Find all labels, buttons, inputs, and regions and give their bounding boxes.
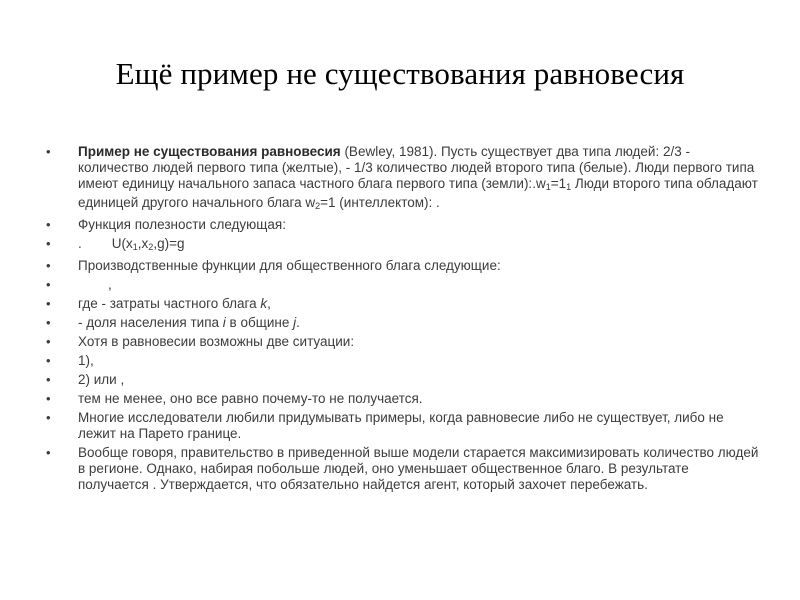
paragraph-text: =1 (интеллектом): . [320,195,440,210]
bullet-list [46,144,761,496]
subscript: 1 [545,182,551,192]
paragraph-text: Вообще говоря, правительство в приведенной выше модели старается максимизировать количество людей в регионе. Однако, набирая побольше людей, оно уменьшает общественное благо. В результате получается . Утверждается, что обязательно найдется агент, который захочет перебежать. [78,445,759,492]
paragraph-text: тем не менее, оно все равно почему-то не получается. [78,391,423,406]
paragraph-text: Функция полезности следующая: [78,217,286,232]
formula-text: ,g)=g [153,236,185,251]
paragraph-text: . [296,315,300,330]
list-item [46,315,761,331]
bullet-icon: • [46,334,51,349]
bullet-icon: • [46,391,51,406]
bullet-icon: • [46,236,51,251]
variable-i: i [222,315,226,330]
paragraph-text: Производственные функции для общественного блага следующие: [78,258,501,273]
paragraph-text: - доля населения типа [78,315,223,330]
paragraph-text: . [78,236,82,251]
slide-title: Ещё пример не существования равновесия [115,56,685,91]
subscript: 2 [148,242,154,252]
list-item [46,372,761,388]
bullet-icon: • [46,315,51,330]
paragraph-text: =1 [550,176,567,191]
paragraph-text: Хотя в равновесии возможны две ситуации: [78,334,355,349]
bullet-icon: • [46,296,51,311]
list-item [46,410,761,442]
bullet-icon: • [46,144,51,159]
bullet-icon: • [46,258,51,273]
variable-k: k [260,296,268,311]
formula-text: U(x [111,236,133,251]
list-item [46,236,761,255]
bullet-icon: • [46,445,51,460]
paragraph-text: , [108,277,112,292]
list-item [46,277,761,293]
bullet-icon: • [46,277,51,292]
bullet-icon: • [46,353,51,368]
paragraph-text: Многие исследователи любили придумывать примеры, когда равновесие либо не существует, либо не лежит на Парето границе. [78,410,724,441]
bullet-icon: • [46,410,51,425]
paragraph-text: Люди второго типа обладают единицей другого начального блага w [78,176,758,210]
list-item [46,334,761,350]
paragraph-text: где - затраты частного блага [78,296,261,311]
paragraph-text: в общине [225,315,294,330]
variable-j: j [293,315,297,330]
list-item [46,296,761,312]
list-item [46,391,761,407]
list-item [46,258,761,274]
paragraph-text: (Bewley, 1981). Пусть существует два типа людей: 2/3 - количество людей первого типа (желтые), - 1/3 количество людей второго типа (белые). Люди первого типа имеют единицу начального запаса частного блага первого типа (земли):.w [78,144,755,191]
subscript: 1 [132,242,138,252]
list-item [46,445,761,493]
list-item [46,144,761,214]
emphasis-text: Пример не существования равновесия [78,144,341,159]
subscript: 2 [315,201,321,211]
formula-text: ,x [137,236,149,251]
bullet-icon: • [46,217,51,232]
paragraph-text: 2) или , [78,372,125,387]
list-item [46,217,761,233]
bullet-icon: • [46,372,51,387]
paragraph-text: , [267,296,271,311]
list-item [46,353,761,369]
paragraph-text: 1), [78,353,94,368]
subscript: 1 [566,182,572,192]
